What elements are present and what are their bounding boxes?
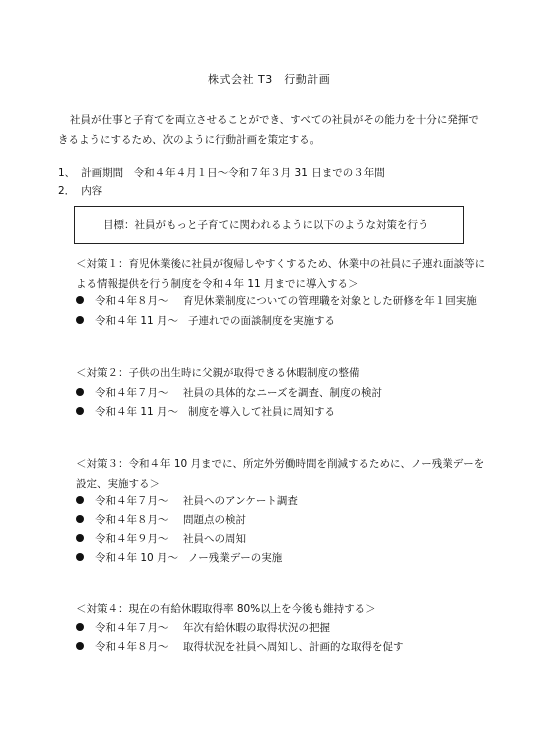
bullet-icon [76, 407, 84, 415]
bullet-icon [76, 296, 84, 304]
item-text: 内容 [81, 185, 103, 197]
goal-text: 目標：社員がもっと子育てに関われるように以下のような対策を行う [103, 219, 429, 231]
bullet-action: 社員へのアンケート調査 [183, 495, 298, 507]
bullet-action: 社員への周知 [183, 533, 246, 545]
bullet-icon [76, 316, 84, 324]
measure-3-bullet [76, 532, 246, 547]
bullet-icon [76, 388, 84, 396]
item-plan-period [58, 166, 385, 181]
measure-4-bullet [76, 621, 330, 636]
bullet-period: 令和４年 11 月～ [95, 406, 179, 418]
bullet-icon [76, 623, 84, 631]
goal-box [74, 206, 464, 244]
bullet-icon [76, 642, 84, 650]
measure-3-bullet [76, 513, 246, 528]
item-number: 2． [58, 185, 76, 197]
bullet-action: 社員の具体的なニーズを調査、制度の検討 [183, 387, 382, 399]
document-title: 株式会社 T3 行動計画 [208, 73, 331, 86]
bullet-period: 令和４年７月～ [95, 622, 169, 634]
measure-1-bullet [76, 314, 335, 329]
measure-2-heading: ＜対策２：子供の出生時に父親が取得できる休暇制度の整備 [76, 367, 360, 379]
measure-1-bullet [76, 294, 477, 309]
bullet-period: 令和４年７月～ [95, 495, 169, 507]
bullet-period: 令和４年８月～ [95, 514, 169, 526]
bullet-action: 年次有給休暇の取得状況の把握 [183, 622, 330, 634]
bullet-period: 令和４年９月～ [95, 533, 169, 545]
bullet-icon [76, 553, 84, 561]
bullet-icon [76, 515, 84, 523]
measure-3-bullet [76, 494, 298, 509]
measure-3-heading: ＜対策３：令和４年 10 月までに、所定外労働時間を削減するために、ノー残業デーを設定、実施する＞ [76, 458, 485, 490]
bullet-action: ノー残業デーの実施 [188, 552, 283, 564]
intro-paragraph: 社員が仕事と子育てを両立させることができ、すべての社員がその能力を十分に発揮できるようにするため、次のように行動計画を策定する。 [58, 114, 479, 146]
bullet-period: 令和４年８月～ [95, 641, 169, 653]
bullet-action: 取得状況を社員へ周知し、計画的な取得を促す [183, 641, 404, 653]
item-text: 計画期間 令和４年４月１日～令和７年３月 31 日までの３年間 [81, 167, 385, 179]
measure-4-bullet [76, 640, 404, 655]
item-content [58, 184, 102, 199]
measure-3-bullet [76, 551, 282, 566]
bullet-period: 令和４年 11 月～ [95, 315, 179, 327]
bullet-action: 制度を導入して社員に周知する [188, 406, 336, 418]
bullet-action: 育児休業制度についての管理職を対象とした研修を年１回実施 [183, 295, 477, 307]
bullet-period: 令和４年８月～ [95, 295, 169, 307]
bullet-icon [76, 534, 84, 542]
bullet-period: 令和４年 10 月～ [95, 552, 179, 564]
bullet-period: 令和４年７月～ [95, 387, 169, 399]
measure-2-bullet [76, 386, 382, 401]
measure-2-bullet [76, 405, 335, 420]
measure-4-heading: ＜対策４：現在の有給休暇取得率 80%以上を今後も維持する＞ [76, 603, 376, 615]
measure-1-heading: ＜対策１：育児休業後に社員が復帰しやすくするため、休業中の社員に子連れ面談等による情報提供を行う制度を令和４年 11 月までに導入する＞ [76, 258, 486, 290]
bullet-action: 問題点の検討 [183, 514, 246, 526]
item-number: 1、 [58, 167, 76, 179]
bullet-icon [76, 496, 84, 504]
bullet-action: 子連れでの面談制度を実施する [188, 315, 336, 327]
